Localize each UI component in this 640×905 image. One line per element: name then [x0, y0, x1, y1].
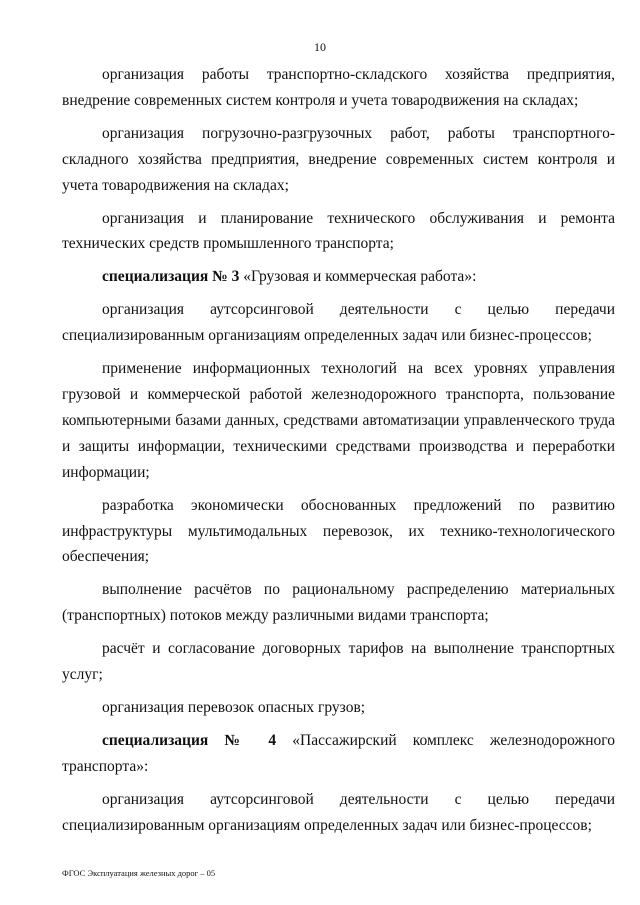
- paragraph-text: организация работы транспортно-складского хозяйства предприятия, внедрение современных систем контроля и учета товародвижения на складах;: [62, 66, 615, 109]
- paragraph: [62, 356, 615, 486]
- paragraph: [62, 695, 615, 721]
- paragraph-text: организация погрузочно-разгрузочных работ, работы транспортного-складного хозяйства предприятия, внедрение современных систем контроля и учета товародвижения на складах;: [62, 124, 615, 194]
- paragraph: [62, 577, 615, 629]
- paragraph-text: организация аутсорсинговой деятельности с целью передачи специализированным организациям определенных задач или бизнес-процессов;: [62, 301, 615, 345]
- paragraph: [62, 297, 615, 349]
- specialization-heading: [62, 264, 615, 290]
- specialization-title: «Грузовая и коммерческая работа»:: [239, 268, 477, 286]
- specialization-heading: [62, 728, 615, 780]
- specialization-title: «Пассажирский комплекс железнодорожного транспорта»:: [62, 731, 615, 775]
- page-number: 10: [314, 40, 326, 54]
- paragraph: [62, 636, 615, 688]
- document-body: [62, 62, 615, 845]
- paragraph-text: организация и планирование технического обслуживания и ремонта технических средств промышленного транспорта;: [62, 209, 615, 253]
- paragraph: [62, 62, 615, 114]
- paragraph-text: применение информационных технологий на всех уровнях управления грузовой и коммерческой работой железнодорожного транспорта, пользование компьютерными базами данных, средствами автоматизации управленческого труда и защиты информации, техническими средствами производства и переработки информации;: [62, 360, 615, 481]
- paragraph: [62, 787, 615, 839]
- specialization-label: специализация № 3: [102, 268, 240, 286]
- paragraph-text: разработка экономически обоснованных предложений по развитию инфраструктуры мультимодальных перевозок, их технико-технологического обеспечения;: [62, 496, 615, 566]
- specialization-label: специализация № 4: [102, 731, 277, 749]
- paragraph: [62, 493, 615, 571]
- paragraph-text: выполнение расчётов по рациональному распределению материальных (транспортных) потоков между различными видами транспорта;: [62, 581, 615, 625]
- paragraph: [62, 206, 615, 258]
- paragraph: [62, 121, 615, 199]
- page-footer: ФГОС Эксплуатация железных дорог – 05: [62, 868, 216, 878]
- paragraph-text: организация аутсорсинговой деятельности с целью передачи специализированным организациям определенных задач или бизнес-процессов;: [62, 790, 615, 834]
- paragraph-text: расчёт и согласование договорных тарифов на выполнение транспортных услуг;: [62, 640, 615, 684]
- paragraph-text: организация перевозок опасных грузов;: [102, 698, 366, 716]
